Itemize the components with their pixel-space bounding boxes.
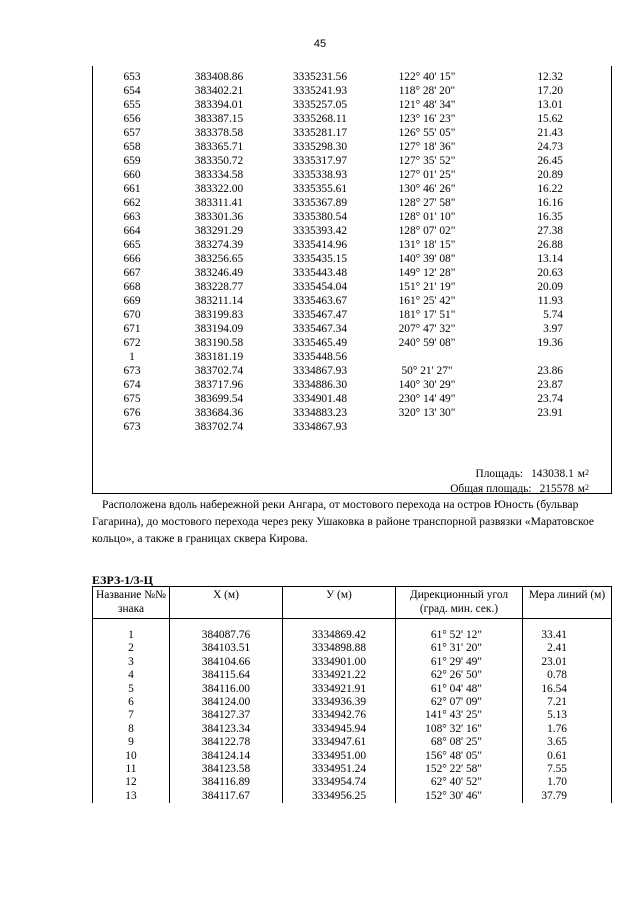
line-length: 23.91 <box>537 407 563 419</box>
direction-angle: 140° 39' 08" <box>398 253 456 265</box>
direction-angle: 128° 27' 58" <box>398 197 456 209</box>
point-number: 674 <box>123 379 141 391</box>
y-coordinate: 3335465.49 <box>292 337 348 349</box>
line-length: 5.74 <box>543 309 563 321</box>
header-angle: Дирекционный угол (град. мин. сек.) <box>396 587 523 619</box>
table-row <box>93 629 612 642</box>
x-coordinate: 383394.01 <box>194 99 244 111</box>
line-length: 13.14 <box>537 253 563 265</box>
point-number: 659 <box>123 155 141 167</box>
direction-angle: 61° 04' 48" <box>396 683 523 696</box>
y-coordinate: 3334947.61 <box>283 736 396 749</box>
point-number: 673 <box>123 421 141 433</box>
direction-angle: 131° 18' 15" <box>398 239 456 251</box>
line-length <box>481 420 611 434</box>
y-coordinate: 3335241.93 <box>292 85 348 97</box>
line-length: 7.21 <box>523 696 612 709</box>
point-number: 665 <box>123 239 141 251</box>
y-coordinate: 3335355.61 <box>292 183 348 195</box>
line-length: 11.93 <box>537 295 563 307</box>
total-area-value: 215578 <box>539 483 574 495</box>
table-spacer-row <box>93 619 612 630</box>
table-row <box>93 182 611 196</box>
table-row <box>93 378 611 392</box>
line-length: 27.38 <box>537 225 563 237</box>
direction-angle: 140° 30' 29" <box>398 379 456 391</box>
location-description: Расположена вдоль набережной реки Ангара, от мостового перехода на остров Юность (бульвар Гагарина), до мостового перехода через реку Ушаковка в районе транспорной развязки «Маратовское кольцо», а также в границах сквера Кирова. <box>92 498 595 545</box>
x-coordinate: 383246.49 <box>194 267 244 279</box>
y-coordinate: 3335414.96 <box>292 239 348 251</box>
total-area-label: Общая площадь: <box>450 483 532 495</box>
x-coordinate: 383274.39 <box>194 239 244 251</box>
line-length: 17.20 <box>537 85 563 97</box>
area-unit-sup: 2 <box>585 468 589 477</box>
line-length: 37.79 <box>523 790 612 803</box>
point-number: 662 <box>123 197 141 209</box>
area-line <box>419 468 589 480</box>
x-coordinate: 383211.14 <box>195 295 243 307</box>
y-coordinate: 3334921.22 <box>283 669 396 682</box>
x-coordinate: 383190.58 <box>194 337 244 349</box>
x-coordinate: 384117.67 <box>170 790 283 803</box>
point-number: 11 <box>93 763 170 776</box>
table-row <box>93 364 611 378</box>
line-length: 19.36 <box>537 337 563 349</box>
direction-angle: 121° 48' 34" <box>398 99 456 111</box>
table-row <box>93 112 611 126</box>
y-coordinate: 3335467.47 <box>292 309 348 321</box>
line-length: 7.55 <box>523 763 612 776</box>
table-row <box>93 642 612 655</box>
line-length: 23.01 <box>523 656 612 669</box>
y-coordinate: 3334886.30 <box>292 379 348 391</box>
x-coordinate: 383291.29 <box>194 225 244 237</box>
direction-angle: 61° 52' 12" <box>396 629 523 642</box>
y-coordinate: 3334956.25 <box>283 790 396 803</box>
x-coordinate: 383702.74 <box>194 421 244 433</box>
zone-code-heading: ЕЗРЗ-1/3-Ц <box>92 573 153 587</box>
table-row <box>93 392 611 406</box>
direction-angle: 127° 35' 52" <box>398 155 456 167</box>
point-number: 670 <box>123 309 141 321</box>
y-coordinate: 3335317.97 <box>292 155 348 167</box>
x-coordinate: 383365.71 <box>194 141 244 153</box>
direction-angle <box>373 420 481 434</box>
direction-angle <box>373 350 481 364</box>
direction-angle: 128° 01' 10" <box>398 211 456 223</box>
direction-angle: 207° 47' 32" <box>398 323 456 335</box>
x-coordinate: 383334.58 <box>194 169 244 181</box>
y-coordinate: 3335393.42 <box>292 225 348 237</box>
zone-coordinates-table <box>92 586 612 803</box>
y-coordinate: 3335380.54 <box>292 211 348 223</box>
direction-angle: 61° 31' 20" <box>396 642 523 655</box>
y-coordinate: 3334954.74 <box>283 776 396 789</box>
x-coordinate: 383717.96 <box>194 379 244 391</box>
table-row <box>93 168 611 182</box>
y-coordinate: 3335367.89 <box>292 197 348 209</box>
point-number: 660 <box>123 169 141 181</box>
point-number: 669 <box>123 295 141 307</box>
x-coordinate: 383699.54 <box>194 393 244 405</box>
y-coordinate: 3335443.48 <box>292 267 348 279</box>
table-row <box>93 266 611 280</box>
total-area-unit-sup: 2 <box>585 483 589 492</box>
point-number: 655 <box>123 99 141 111</box>
direction-angle: 123° 16' 23" <box>398 113 456 125</box>
direction-angle: 230° 14' 49" <box>398 393 456 405</box>
point-number: 12 <box>93 776 170 789</box>
x-coordinate: 383301.36 <box>194 211 244 223</box>
point-number: 654 <box>123 85 141 97</box>
header-length: Мера линий (м) <box>523 587 612 619</box>
direction-angle: 156° 48' 05" <box>396 750 523 763</box>
point-number: 676 <box>123 407 141 419</box>
y-coordinate: 3334867.93 <box>292 365 348 377</box>
direction-angle: 122° 40' 15" <box>398 71 456 83</box>
boundary-points-table <box>93 70 611 434</box>
direction-angle: 128° 07' 02" <box>398 225 456 237</box>
y-coordinate: 3335298.30 <box>292 141 348 153</box>
spacer-cell <box>396 619 523 630</box>
y-coordinate: 3335338.93 <box>292 169 348 181</box>
x-coordinate: 383378.58 <box>194 127 244 139</box>
y-coordinate: 3335435.15 <box>292 253 348 265</box>
line-length: 16.16 <box>537 197 563 209</box>
table-row <box>93 280 611 294</box>
line-length: 3.65 <box>523 736 612 749</box>
table-row <box>93 210 611 224</box>
table-row <box>93 84 611 98</box>
table-row <box>93 238 611 252</box>
direction-angle: 118° 28' 20" <box>398 85 456 97</box>
x-coordinate: 383350.72 <box>194 155 244 167</box>
x-coordinate: 384127.37 <box>170 709 283 722</box>
y-coordinate: 3334883.23 <box>292 407 348 419</box>
direction-angle: 62° 07' 09" <box>396 696 523 709</box>
table-row <box>93 98 611 112</box>
x-coordinate: 383194.09 <box>194 323 244 335</box>
x-coordinate: 383322.00 <box>194 183 244 195</box>
y-coordinate: 3335463.67 <box>292 295 348 307</box>
point-number: 10 <box>93 750 170 763</box>
x-coordinate: 383311.41 <box>195 197 243 209</box>
header-y: У (м) <box>283 587 396 619</box>
direction-angle: 61° 29' 49" <box>396 656 523 669</box>
x-coordinate: 384123.58 <box>170 763 283 776</box>
line-length: 0.61 <box>523 750 612 763</box>
x-coordinate: 384116.00 <box>170 683 283 696</box>
y-coordinate: 3334901.48 <box>292 393 348 405</box>
point-number: 13 <box>93 790 170 803</box>
y-coordinate: 3334921.91 <box>283 683 396 696</box>
table-row <box>93 224 611 238</box>
x-coordinate: 383702.74 <box>194 365 244 377</box>
line-length: 16.35 <box>537 211 563 223</box>
x-coordinate: 384087.76 <box>170 629 283 642</box>
direction-angle: 161° 25' 42" <box>398 295 456 307</box>
line-length: 23.87 <box>537 379 563 391</box>
point-number: 9 <box>93 736 170 749</box>
table-row <box>93 322 611 336</box>
point-number: 3 <box>93 656 170 669</box>
direction-angle: 108° 32' 16" <box>396 723 523 736</box>
y-coordinate: 3335448.56 <box>292 351 348 363</box>
table-row <box>93 683 612 696</box>
table-row <box>93 790 612 803</box>
point-number: 656 <box>123 113 141 125</box>
point-number: 658 <box>123 141 141 153</box>
point-number: 668 <box>123 281 141 293</box>
point-number: 675 <box>123 393 141 405</box>
direction-angle: 62° 40' 52" <box>396 776 523 789</box>
area-value: 143038.1 <box>531 468 574 480</box>
y-coordinate: 3335257.05 <box>292 99 348 111</box>
point-number: 653 <box>123 71 141 83</box>
table-row <box>93 656 612 669</box>
line-length: 13.01 <box>537 99 563 111</box>
page-number: 45 <box>313 38 327 50</box>
direction-angle: 50° 21' 27" <box>401 365 453 377</box>
x-coordinate: 383684.36 <box>194 407 244 419</box>
x-coordinate: 383387.15 <box>194 113 244 125</box>
line-length: 24.73 <box>537 141 563 153</box>
point-number: 672 <box>123 337 141 349</box>
table-row <box>93 126 611 140</box>
table-row <box>93 350 611 364</box>
table-row <box>93 709 612 722</box>
line-length: 5.13 <box>523 709 612 722</box>
y-coordinate: 3334869.42 <box>283 629 396 642</box>
point-number: 657 <box>123 127 141 139</box>
direction-angle: 62° 26' 50" <box>396 669 523 682</box>
line-length: 20.09 <box>537 281 563 293</box>
header-name: Название №№ знака <box>93 587 170 619</box>
line-length: 20.63 <box>537 267 563 279</box>
direction-angle: 68° 08' 25" <box>396 736 523 749</box>
y-coordinate: 3335467.34 <box>292 323 348 335</box>
point-number: 673 <box>123 365 141 377</box>
y-coordinate: 3334936.39 <box>283 696 396 709</box>
line-length <box>481 350 611 364</box>
point-number: 7 <box>93 709 170 722</box>
x-coordinate: 384103.51 <box>170 642 283 655</box>
y-coordinate: 3335454.04 <box>292 281 348 293</box>
point-number: 667 <box>123 267 141 279</box>
line-length: 23.74 <box>537 393 563 405</box>
y-coordinate: 3334901.00 <box>283 656 396 669</box>
x-coordinate: 383256.65 <box>194 253 244 265</box>
y-coordinate: 3334945.94 <box>283 723 396 736</box>
direction-angle: 130° 46' 26" <box>398 183 456 195</box>
direction-angle: 149° 12' 28" <box>398 267 456 279</box>
area-label: Площадь: <box>475 468 524 480</box>
line-length: 26.45 <box>537 155 563 167</box>
table-row <box>93 669 612 682</box>
header-x: X (м) <box>170 587 283 619</box>
y-coordinate: 3335281.17 <box>292 127 348 139</box>
line-length: 26.88 <box>537 239 563 251</box>
table-row <box>93 736 612 749</box>
y-coordinate: 3334951.24 <box>283 763 396 776</box>
line-length: 15.62 <box>537 113 563 125</box>
total-area-unit: м <box>577 483 585 495</box>
y-coordinate: 3334898.88 <box>283 642 396 655</box>
direction-angle: 126° 55' 05" <box>398 127 456 139</box>
spacer-cell <box>523 619 612 630</box>
x-coordinate: 384115.64 <box>170 669 283 682</box>
table-header-row <box>93 587 612 619</box>
direction-angle: 127° 18' 36" <box>398 141 456 153</box>
table-row <box>93 70 611 84</box>
line-length: 16.22 <box>537 183 563 195</box>
direction-angle: 240° 59' 08" <box>398 337 456 349</box>
direction-angle: 181° 17' 51" <box>398 309 456 321</box>
direction-angle: 127° 01' 25" <box>398 169 456 181</box>
point-number: 664 <box>123 225 141 237</box>
line-length: 0.78 <box>523 669 612 682</box>
x-coordinate: 383408.86 <box>194 71 244 83</box>
line-length: 1.76 <box>523 723 612 736</box>
line-length: 20.89 <box>537 169 563 181</box>
line-length: 16.54 <box>523 683 612 696</box>
y-coordinate: 3334867.93 <box>292 421 348 433</box>
table-row <box>93 723 612 736</box>
table-row <box>93 763 612 776</box>
x-coordinate: 384116.89 <box>170 776 283 789</box>
x-coordinate: 384104.66 <box>170 656 283 669</box>
point-number: 663 <box>123 211 141 223</box>
area-unit: м <box>577 468 585 480</box>
table-row <box>93 336 611 350</box>
direction-angle: 141° 43' 25" <box>396 709 523 722</box>
x-coordinate: 383228.77 <box>194 281 244 293</box>
x-coordinate: 384124.00 <box>170 696 283 709</box>
line-length: 1.70 <box>523 776 612 789</box>
point-number: 1 <box>129 351 135 363</box>
point-number: 671 <box>123 323 141 335</box>
table-row <box>93 406 611 420</box>
direction-angle: 152° 30' 46" <box>396 790 523 803</box>
point-number: 661 <box>123 183 141 195</box>
line-length: 2.41 <box>523 642 612 655</box>
line-length: 21.43 <box>537 127 563 139</box>
y-coordinate: 3334942.76 <box>283 709 396 722</box>
point-number: 6 <box>93 696 170 709</box>
point-number: 5 <box>93 683 170 696</box>
y-coordinate: 3335268.11 <box>293 113 347 125</box>
point-number: 1 <box>93 629 170 642</box>
table-row <box>93 420 611 434</box>
spacer-cell <box>170 619 283 630</box>
direction-angle: 152° 22' 58" <box>396 763 523 776</box>
direction-angle: 320° 13' 30" <box>398 407 456 419</box>
line-length: 23.86 <box>537 365 563 377</box>
point-number: 666 <box>123 253 141 265</box>
x-coordinate: 384123.34 <box>170 723 283 736</box>
x-coordinate: 384124.14 <box>170 750 283 763</box>
x-coordinate: 383181.19 <box>194 351 244 363</box>
line-length: 33.41 <box>523 629 612 642</box>
point-number: 2 <box>93 642 170 655</box>
line-length: 3.97 <box>543 323 563 335</box>
table-row <box>93 776 612 789</box>
x-coordinate: 383199.83 <box>194 309 244 321</box>
table-row <box>93 252 611 266</box>
table-row <box>93 308 611 322</box>
table-row <box>93 154 611 168</box>
x-coordinate: 383402.21 <box>194 85 244 97</box>
line-length: 12.32 <box>537 71 563 83</box>
table-row <box>93 140 611 154</box>
table-row <box>93 294 611 308</box>
direction-angle: 151° 21' 19" <box>398 281 456 293</box>
coordinates-table-continued <box>92 66 612 494</box>
table-row <box>93 750 612 763</box>
total-area-line <box>428 483 589 495</box>
point-number: 4 <box>93 669 170 682</box>
spacer-cell <box>93 619 170 630</box>
table-row <box>93 196 611 210</box>
table-row <box>93 696 612 709</box>
y-coordinate: 3335231.56 <box>292 71 348 83</box>
y-coordinate: 3334951.00 <box>283 750 396 763</box>
point-number: 8 <box>93 723 170 736</box>
spacer-cell <box>283 619 396 630</box>
x-coordinate: 384122.78 <box>170 736 283 749</box>
